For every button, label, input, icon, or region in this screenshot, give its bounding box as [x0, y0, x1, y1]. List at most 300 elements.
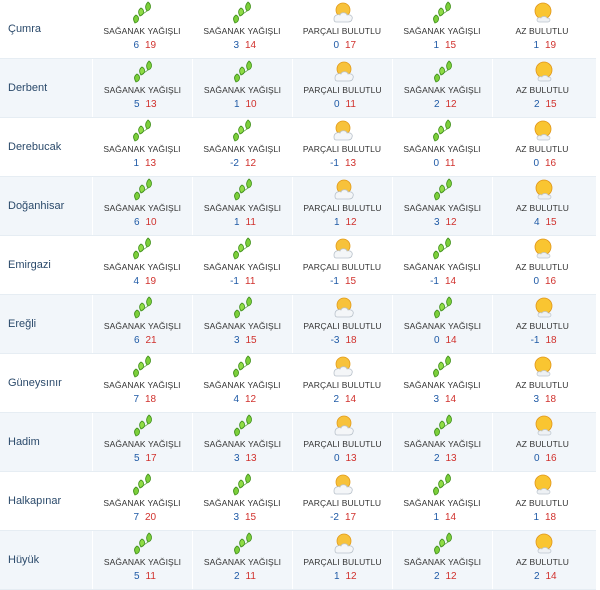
temperature-range — [217, 512, 267, 523]
temperature-range — [418, 571, 468, 582]
forecast-day-cell — [92, 472, 192, 530]
forecast-day-cell — [192, 236, 292, 294]
rain-shower-icon — [229, 0, 255, 26]
condition-label: AZ BULUTLU — [515, 262, 569, 272]
temperature-range — [218, 335, 268, 346]
forecast-day-cell — [392, 0, 492, 58]
max-temperature: 14 — [445, 276, 457, 287]
forecast-day-cell — [192, 295, 292, 353]
condition-label: SAĞANAK YAĞIŞLI — [203, 26, 281, 36]
city-name[interactable]: Halkapınar — [8, 495, 62, 507]
rain-shower-icon — [130, 59, 156, 85]
condition-label: SAĞANAK YAĞIŞLI — [103, 203, 182, 213]
sun-cloud-icon — [529, 295, 557, 321]
min-temperature: 2 — [533, 571, 540, 582]
max-temperature: 17 — [345, 40, 357, 51]
rain-shower-icon — [229, 354, 255, 380]
condition-label: SAĞANAK YAĞIŞLI — [103, 557, 182, 567]
min-temperature: 1 — [233, 99, 240, 110]
rain-shower-icon — [429, 0, 455, 26]
forecast-day-cell — [292, 531, 392, 589]
min-temperature: 4 — [133, 276, 139, 287]
temperature-range — [418, 335, 468, 346]
forecast-row — [0, 118, 596, 177]
condition-label: PARÇALI BULUTLU — [303, 203, 382, 213]
max-temperature: 18 — [145, 394, 157, 405]
condition-label: AZ BULUTLU — [515, 498, 569, 508]
temperature-range — [518, 335, 568, 346]
forecast-row — [0, 295, 596, 354]
max-temperature: 13 — [245, 453, 257, 464]
temperature-range — [217, 158, 267, 169]
condition-label: AZ BULUTLU — [516, 557, 569, 567]
rain-shower-icon — [130, 531, 156, 557]
temperature-range — [117, 40, 167, 51]
rain-shower-icon — [429, 118, 455, 144]
temperature-range — [218, 453, 268, 464]
temperature-range — [217, 276, 267, 287]
forecast-day-cell — [292, 59, 392, 117]
rain-shower-icon — [130, 413, 156, 439]
condition-label: SAĞANAK YAĞIŞLI — [403, 203, 482, 213]
max-temperature: 12 — [345, 217, 357, 228]
max-temperature: 21 — [145, 335, 157, 346]
max-temperature: 19 — [145, 276, 157, 287]
condition-label: AZ BULUTLU — [516, 203, 569, 213]
max-temperature: 18 — [545, 394, 557, 405]
max-temperature: 10 — [145, 217, 157, 228]
forecast-day-cell — [192, 177, 292, 235]
condition-label: AZ BULUTLU — [515, 380, 569, 390]
forecast-row — [0, 0, 596, 59]
forecast-day-cell — [492, 472, 592, 530]
min-temperature: 2 — [433, 99, 440, 110]
sun-cloud-icon — [529, 413, 557, 439]
rain-shower-icon — [129, 472, 155, 498]
forecast-day-cell — [292, 118, 392, 176]
max-temperature: 12 — [345, 571, 357, 582]
max-temperature: 10 — [245, 99, 257, 110]
forecast-day-cell — [92, 295, 192, 353]
rain-shower-icon — [130, 177, 156, 203]
forecast-day-cell — [192, 531, 292, 589]
forecast-row — [0, 177, 596, 236]
max-temperature: 18 — [545, 512, 557, 523]
min-temperature: -2 — [330, 512, 339, 523]
temperature-range — [217, 394, 267, 405]
rain-shower-icon — [430, 531, 456, 557]
temperature-range — [218, 99, 268, 110]
condition-label: SAĞANAK YAĞIŞLI — [103, 380, 181, 390]
min-temperature: 1 — [533, 512, 539, 523]
temperature-range — [417, 158, 467, 169]
min-temperature: 2 — [533, 99, 540, 110]
city-name[interactable]: Hadim — [8, 436, 40, 448]
forecast-day-cell — [92, 413, 192, 471]
rain-shower-icon — [229, 472, 255, 498]
max-temperature: 13 — [145, 158, 157, 169]
max-temperature: 14 — [345, 394, 357, 405]
forecast-day-cell — [492, 354, 592, 412]
min-temperature: 2 — [333, 394, 339, 405]
rain-shower-icon — [230, 59, 256, 85]
condition-label: SAĞANAK YAĞIŞLI — [103, 498, 181, 508]
forecast-row — [0, 59, 596, 118]
rain-shower-icon — [129, 354, 155, 380]
temperature-range — [517, 394, 567, 405]
forecast-row — [0, 472, 596, 531]
condition-label: AZ BULUTLU — [516, 439, 569, 449]
forecast-day-cell — [92, 59, 192, 117]
max-temperature: 16 — [545, 276, 557, 287]
temperature-range — [417, 394, 467, 405]
condition-label: PARÇALI BULUTLU — [303, 85, 382, 95]
condition-label: SAĞANAK YAĞIŞLI — [403, 380, 481, 390]
max-temperature: 18 — [545, 335, 557, 346]
max-temperature: 14 — [445, 512, 457, 523]
rain-shower-icon — [229, 236, 255, 262]
min-temperature: 0 — [333, 99, 340, 110]
condition-label: SAĞANAK YAĞIŞLI — [103, 262, 181, 272]
forecast-day-cell — [192, 472, 292, 530]
forecast-day-cell — [392, 118, 492, 176]
max-temperature: 14 — [445, 335, 457, 346]
min-temperature: 3 — [233, 40, 239, 51]
forecast-day-cell — [192, 118, 292, 176]
forecast-day-cell — [492, 413, 592, 471]
sun-cloud-icon — [528, 236, 556, 262]
forecast-day-cell — [192, 0, 292, 58]
rain-shower-icon — [129, 236, 155, 262]
condition-label: PARÇALI BULUTLU — [302, 144, 382, 154]
condition-label: SAĞANAK YAĞIŞLI — [403, 85, 482, 95]
min-temperature: -1 — [330, 158, 339, 169]
temperature-range — [318, 453, 368, 464]
rain-shower-icon — [230, 413, 256, 439]
min-temperature: 3 — [433, 394, 439, 405]
sun-cloud-icon — [528, 472, 556, 498]
min-temperature: -2 — [230, 158, 239, 169]
partly-cloudy-icon — [329, 295, 357, 321]
max-temperature: 15 — [245, 512, 257, 523]
min-temperature: 6 — [133, 335, 140, 346]
forecast-day-cell — [192, 59, 292, 117]
temperature-range — [117, 512, 167, 523]
temperature-range — [118, 335, 168, 346]
sun-cloud-icon — [529, 59, 557, 85]
forecast-day-cell — [392, 177, 492, 235]
temperature-range — [517, 158, 567, 169]
min-temperature: 5 — [133, 571, 140, 582]
max-temperature: 12 — [445, 217, 457, 228]
min-temperature: 0 — [533, 453, 540, 464]
temperature-range — [318, 217, 368, 228]
city-name[interactable]: Derebucak — [8, 141, 62, 153]
condition-label: AZ BULUTLU — [516, 85, 569, 95]
condition-label: AZ BULUTLU — [515, 26, 569, 36]
city-name[interactable]: Derbent — [8, 82, 48, 94]
min-temperature: 1 — [133, 158, 139, 169]
condition-label: PARÇALI BULUTLU — [302, 262, 382, 272]
min-temperature: 3 — [233, 512, 239, 523]
min-temperature: 4 — [533, 217, 540, 228]
condition-label: SAĞANAK YAĞIŞLI — [203, 321, 282, 331]
condition-label: PARÇALI BULUTLU — [302, 26, 382, 36]
temperature-range — [117, 394, 167, 405]
condition-label: SAĞANAK YAĞIŞLI — [203, 439, 282, 449]
min-temperature: 0 — [433, 158, 439, 169]
min-temperature: 5 — [133, 453, 140, 464]
forecast-day-cell — [492, 0, 592, 58]
forecast-day-cell — [492, 295, 592, 353]
condition-label: SAĞANAK YAĞIŞLI — [103, 85, 182, 95]
forecast-day-cell — [392, 531, 492, 589]
forecast-day-cell — [92, 354, 192, 412]
min-temperature: -1 — [230, 276, 239, 287]
min-temperature: 6 — [133, 217, 140, 228]
temperature-range — [517, 40, 567, 51]
forecast-day-cell — [292, 295, 392, 353]
forecast-day-cell — [392, 59, 492, 117]
max-temperature: 15 — [345, 276, 357, 287]
max-temperature: 13 — [345, 158, 357, 169]
city-name[interactable]: Güneysınır — [8, 377, 62, 389]
temperature-range — [518, 217, 568, 228]
min-temperature: 3 — [233, 335, 240, 346]
rain-shower-icon — [430, 177, 456, 203]
max-temperature: 15 — [545, 217, 557, 228]
temperature-range — [317, 40, 367, 51]
condition-label: SAĞANAK YAĞIŞLI — [403, 439, 482, 449]
max-temperature: 16 — [545, 453, 557, 464]
partly-cloudy-icon — [328, 0, 356, 26]
sun-cloud-icon — [529, 531, 557, 557]
partly-cloudy-icon — [329, 413, 357, 439]
partly-cloudy-icon — [329, 177, 357, 203]
forecast-day-cell — [92, 118, 192, 176]
condition-label: SAĞANAK YAĞIŞLI — [203, 85, 282, 95]
forecast-row — [0, 531, 596, 590]
min-temperature: -1 — [430, 276, 439, 287]
max-temperature: 11 — [445, 158, 456, 169]
condition-label: SAĞANAK YAĞIŞLI — [203, 144, 281, 154]
min-temperature: 2 — [233, 571, 240, 582]
rain-shower-icon — [430, 59, 456, 85]
temperature-range — [418, 217, 468, 228]
max-temperature: 14 — [245, 40, 257, 51]
temperature-range — [317, 512, 367, 523]
temperature-range — [217, 40, 267, 51]
forecast-day-cell — [392, 472, 492, 530]
max-temperature: 15 — [445, 40, 457, 51]
rain-shower-icon — [430, 295, 456, 321]
forecast-day-cell — [92, 177, 192, 235]
temperature-range — [518, 99, 568, 110]
city-name[interactable]: Doğanhisar — [8, 200, 65, 212]
min-temperature: 0 — [533, 158, 539, 169]
max-temperature: 19 — [545, 40, 557, 51]
max-temperature: 18 — [345, 335, 357, 346]
max-temperature: 14 — [545, 571, 557, 582]
min-temperature: 2 — [433, 453, 440, 464]
forecast-day-cell — [492, 236, 592, 294]
sun-cloud-icon — [528, 118, 556, 144]
forecast-day-cell — [92, 0, 192, 58]
min-temperature: 0 — [333, 453, 340, 464]
min-temperature: 0 — [533, 276, 539, 287]
max-temperature: 12 — [445, 571, 457, 582]
condition-label: SAĞANAK YAĞIŞLI — [403, 321, 482, 331]
temperature-range — [118, 453, 168, 464]
max-temperature: 15 — [545, 99, 557, 110]
condition-label: PARÇALI BULUTLU — [302, 498, 382, 508]
max-temperature: 12 — [245, 158, 257, 169]
rain-shower-icon — [230, 531, 256, 557]
rain-shower-icon — [230, 295, 256, 321]
forecast-row — [0, 354, 596, 413]
forecast-day-cell — [292, 0, 392, 58]
min-temperature: 2 — [433, 571, 440, 582]
min-temperature: 4 — [233, 394, 239, 405]
city-name[interactable]: Hüyük — [8, 554, 40, 566]
temperature-range — [518, 571, 568, 582]
max-temperature: 17 — [145, 453, 157, 464]
condition-label: SAĞANAK YAĞIŞLI — [403, 498, 481, 508]
max-temperature: 20 — [145, 512, 157, 523]
condition-label: SAĞANAK YAĞIŞLI — [203, 557, 282, 567]
temperature-range — [317, 276, 367, 287]
condition-label: SAĞANAK YAĞIŞLI — [203, 380, 281, 390]
partly-cloudy-icon — [329, 59, 357, 85]
temperature-range — [118, 99, 168, 110]
temperature-range — [317, 158, 367, 169]
forecast-day-cell — [292, 472, 392, 530]
min-temperature: -1 — [330, 276, 339, 287]
condition-label: PARÇALI BULUTLU — [303, 321, 382, 331]
condition-label: SAĞANAK YAĞIŞLI — [203, 498, 281, 508]
forecast-day-cell — [292, 413, 392, 471]
temperature-range — [117, 158, 167, 169]
rain-shower-icon — [230, 177, 256, 203]
condition-label: PARÇALI BULUTLU — [302, 380, 382, 390]
sun-cloud-icon — [528, 354, 556, 380]
forecast-day-cell — [192, 354, 292, 412]
temperature-range — [418, 453, 468, 464]
temperature-range — [417, 276, 467, 287]
max-temperature: 13 — [145, 99, 157, 110]
partly-cloudy-icon — [328, 236, 356, 262]
forecast-row — [0, 413, 596, 472]
min-temperature: 5 — [133, 99, 140, 110]
condition-label: SAĞANAK YAĞIŞLI — [403, 557, 482, 567]
condition-label: AZ BULUTLU — [516, 321, 569, 331]
max-temperature: 17 — [345, 512, 357, 523]
condition-label: PARÇALI BULUTLU — [303, 439, 382, 449]
rain-shower-icon — [129, 118, 155, 144]
temperature-range — [417, 512, 467, 523]
rain-shower-icon — [429, 354, 455, 380]
forecast-day-cell — [292, 354, 392, 412]
condition-label: SAĞANAK YAĞIŞLI — [403, 26, 481, 36]
city-name[interactable]: Emirgazi — [8, 259, 51, 271]
partly-cloudy-icon — [328, 354, 356, 380]
condition-label: SAĞANAK YAĞIŞLI — [403, 262, 481, 272]
temperature-range — [517, 276, 567, 287]
min-temperature: 3 — [233, 453, 240, 464]
temperature-range — [118, 571, 168, 582]
partly-cloudy-icon — [328, 118, 356, 144]
city-name[interactable]: Çumra — [8, 23, 42, 35]
max-temperature: 12 — [445, 99, 457, 110]
min-temperature: 1 — [333, 217, 340, 228]
max-temperature: 12 — [245, 394, 257, 405]
condition-label: SAĞANAK YAĞIŞLI — [103, 439, 182, 449]
temperature-range — [318, 571, 368, 582]
max-temperature: 11 — [245, 276, 256, 287]
min-temperature: 1 — [433, 40, 439, 51]
forecast-day-cell — [492, 531, 592, 589]
forecast-day-cell — [392, 236, 492, 294]
max-temperature: 14 — [445, 394, 457, 405]
max-temperature: 11 — [245, 571, 256, 582]
forecast-day-cell — [392, 295, 492, 353]
condition-label: PARÇALI BULUTLU — [303, 557, 382, 567]
max-temperature: 11 — [345, 99, 356, 110]
rain-shower-icon — [429, 236, 455, 262]
min-temperature: 1 — [333, 571, 340, 582]
condition-label: SAĞANAK YAĞIŞLI — [103, 144, 181, 154]
rain-shower-icon — [429, 472, 455, 498]
city-name[interactable]: Ereğli — [8, 318, 37, 330]
temperature-range — [218, 571, 268, 582]
temperature-range — [517, 512, 567, 523]
sun-cloud-icon — [528, 0, 556, 26]
forecast-row — [0, 236, 596, 295]
max-temperature: 11 — [245, 217, 256, 228]
temperature-range — [118, 217, 168, 228]
forecast-day-cell — [292, 177, 392, 235]
max-temperature: 13 — [445, 453, 457, 464]
forecast-day-cell — [192, 413, 292, 471]
forecast-day-cell — [92, 236, 192, 294]
temperature-range — [117, 276, 167, 287]
max-temperature: 11 — [145, 571, 156, 582]
min-temperature: -3 — [330, 335, 340, 346]
rain-shower-icon — [430, 413, 456, 439]
temperature-range — [317, 394, 367, 405]
temperature-range — [418, 99, 468, 110]
min-temperature: 6 — [133, 40, 139, 51]
partly-cloudy-icon — [329, 531, 357, 557]
rain-shower-icon — [129, 0, 155, 26]
condition-label: SAĞANAK YAĞIŞLI — [203, 262, 281, 272]
forecast-day-cell — [492, 118, 592, 176]
forecast-day-cell — [292, 236, 392, 294]
max-temperature: 15 — [245, 335, 257, 346]
temperature-range — [518, 453, 568, 464]
temperature-range — [318, 99, 368, 110]
condition-label: AZ BULUTLU — [515, 144, 569, 154]
condition-label: SAĞANAK YAĞIŞLI — [103, 26, 181, 36]
min-temperature: 0 — [433, 335, 440, 346]
partly-cloudy-icon — [328, 472, 356, 498]
min-temperature: 1 — [533, 40, 539, 51]
forecast-day-cell — [392, 354, 492, 412]
forecast-day-cell — [392, 413, 492, 471]
min-temperature: 3 — [433, 217, 440, 228]
max-temperature: 16 — [545, 158, 557, 169]
sun-cloud-icon — [529, 177, 557, 203]
